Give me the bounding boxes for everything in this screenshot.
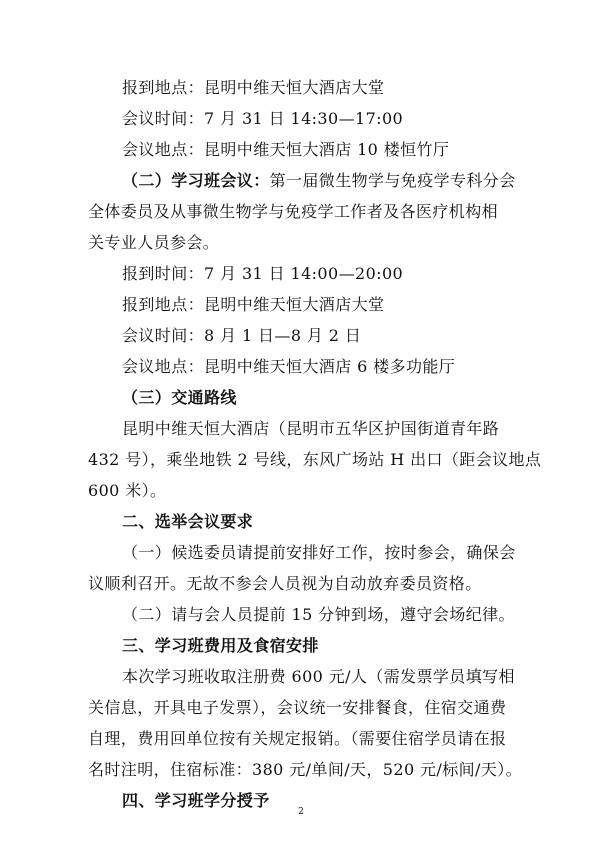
transport-paragraph-line: 432 号），乘坐地铁 2 号线，东风广场站 H 出口（距会议地点 (88, 450, 542, 469)
study-session-heading-line (122, 171, 516, 191)
study-session-heading-text: 第一届微生物学与免疫学专科分会 (269, 171, 516, 190)
fees-paragraph-line: 关信息，开具电子发票），会议统一安排餐食，住宿交通费 (88, 698, 507, 717)
meeting-venue-line-2: 会议地点：昆明中维天恒大酒店 6 楼多功能厅 (122, 357, 456, 376)
section-heading-credits: 四、学习班学分授予 (122, 791, 270, 810)
transport-paragraph-line: 昆明中维天恒大酒店（昆明市五华区护国街道青年路 (122, 419, 500, 438)
registration-location-line-2: 报到地点：昆明中维天恒大酒店大堂 (122, 295, 385, 314)
study-session-heading-label: （二）学习班会议： (122, 171, 270, 190)
requirement-paragraph-line: 议顺利召开。无故不参会人员视为自动放弃委员资格。 (88, 574, 482, 593)
requirement-paragraph-line: （二）请与会人员提前 15 分钟到场，遵守会场纪律。 (122, 605, 515, 624)
paragraph-line: 全体委员及从事微生物学与免疫学工作者及各医疗机构相 (88, 202, 499, 221)
fees-paragraph-line: 自理，费用回单位按有关规定报销。（需要住宿学员请在报 (88, 729, 507, 748)
transport-paragraph-line: 600 米）。 (88, 481, 167, 500)
meeting-time-line-2: 会议时间：8 月 1 日—8 月 2 日 (122, 326, 362, 345)
page-number: 2 (298, 807, 304, 817)
requirement-paragraph-line: （一）候选委员请提前安排好工作，按时参会，确保会 (122, 543, 516, 562)
meeting-time-line: 会议时间：7 月 31 日 14:30—17:00 (122, 109, 404, 128)
transport-route-heading: （三）交通路线 (122, 388, 237, 407)
section-heading-fees-accommodation: 三、学习班费用及食宿安排 (122, 636, 319, 655)
meeting-venue-line: 会议地点：昆明中维天恒大酒店 10 楼恒竹厅 (122, 140, 450, 159)
section-heading-election-requirements: 二、选举会议要求 (122, 512, 254, 531)
paragraph-line: 关专业人员参会。 (88, 233, 220, 252)
fees-paragraph-line: 名时注明，住宿标准：380 元/单间/天，520 元/标间/天）。 (88, 760, 523, 779)
registration-location-line: 报到地点：昆明中维天恒大酒店大堂 (122, 78, 385, 97)
fees-paragraph-line: 本次学习班收取注册费 600 元/人（需发票学员填写相 (122, 667, 515, 686)
registration-time-line: 报到时间：7 月 31 日 14:00—20:00 (122, 264, 404, 283)
